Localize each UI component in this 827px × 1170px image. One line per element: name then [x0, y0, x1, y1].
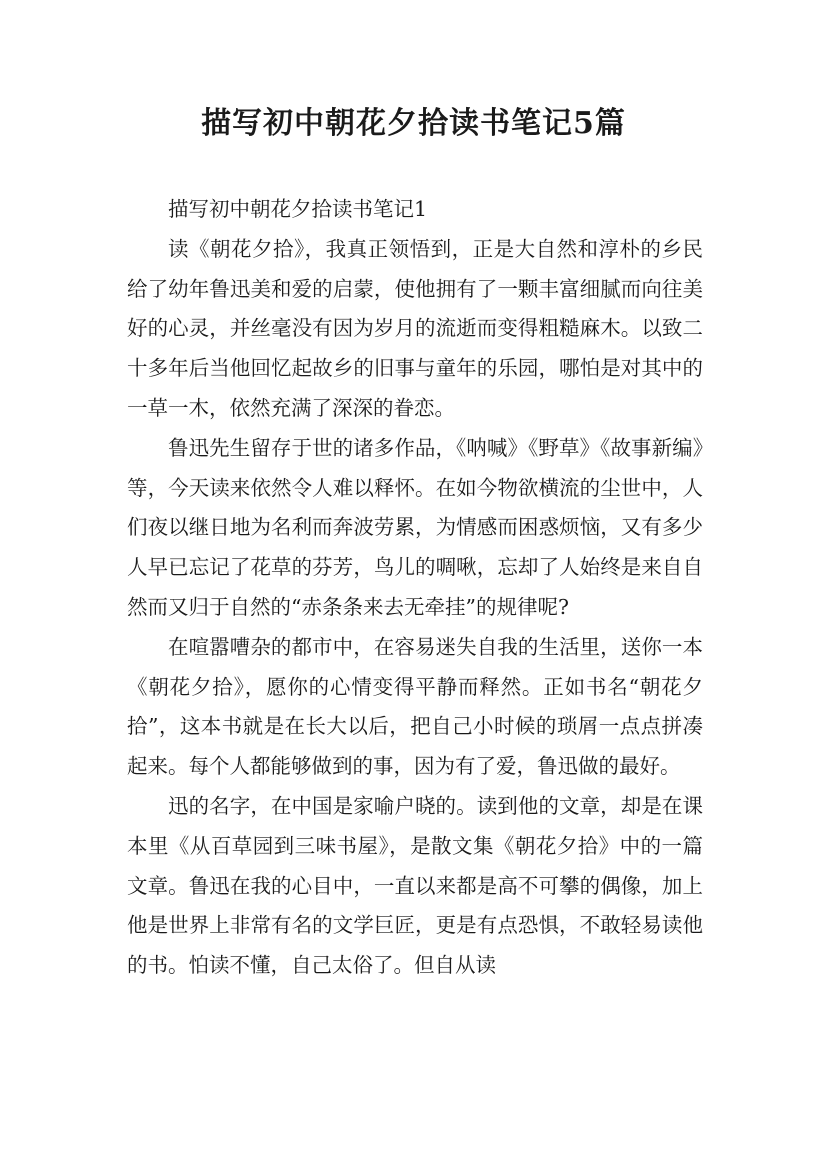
- document-title: 描写初中朝花夕拾读书笔记5篇: [201, 106, 626, 141]
- document-body: [127, 190, 703, 986]
- paragraph: 鲁迅先生留存于世的诸多作品，《呐喊》《野草》《故事新编》等，今天读来依然令人难以释怀。在如今物欲横流的尘世中，人们夜以继日地为名利而奔波劳累，为情感而困惑烦恼，又有多少人早已忘记了花草的芬芳，鸟儿的啁啾，忘却了人始终是来自自然而又归于自然的“赤条条来去无牵挂”的规律呢?: [127, 435, 703, 619]
- paragraph: 迅的名字，在中国是家喻户晓的。读到他的文章，却是在课本里《从百草园到三味书屋》，是散文集《朝花夕拾》中的一篇文章。鲁迅在我的心目中，一直以来都是高不可攀的偶像，加上他是世界上非常有名的文学巨匠，更是有点恐惧，不敢轻易读他的书。怕读不懂，自己太俗了。但自从读: [127, 793, 703, 978]
- paragraph: 在喧嚣嘈杂的都市中，在容易迷失自我的生活里，送你一本《朝花夕拾》，愿你的心情变得平静而释然。正如书名“朝花夕拾”，这本书就是在长大以后，把自己小时候的琐屑一点点拼凑起来。每个人都能够做到的事，因为有了爱，鲁迅做的最好。: [127, 634, 703, 779]
- section-heading: 描写初中朝花夕拾读书笔记1: [168, 197, 428, 221]
- paragraph: 读《朝花夕拾》，我真正领悟到，正是大自然和淳朴的乡民给了幼年鲁迅美和爱的启蒙，使他拥有了一颗丰富细腻而向往美好的心灵，并丝毫没有因为岁月的流逝而变得粗糙麻木。以致二十多年后当他回忆起故乡的旧事与童年的乐园，哪怕是对其中的一草一木，依然充满了深深的眷恋。: [127, 236, 703, 420]
